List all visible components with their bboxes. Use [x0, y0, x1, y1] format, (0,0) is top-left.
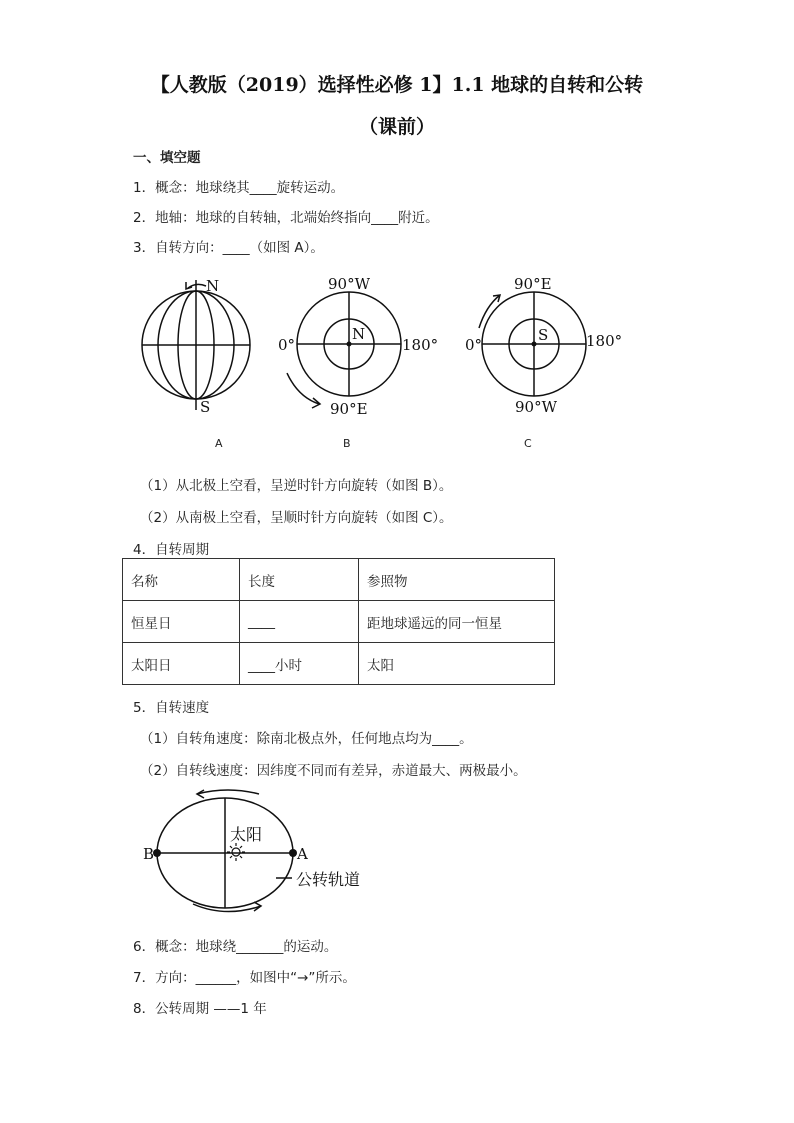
north-pole-dot — [347, 342, 352, 347]
b-center-label: N — [352, 325, 366, 343]
b-bottom-label: 90°E — [330, 400, 368, 418]
table-header-cell: 长度 — [240, 559, 359, 601]
document-subtitle: （课前） — [358, 116, 435, 138]
caption-b: B — [343, 437, 351, 450]
table-header-cell: 参照物 — [359, 559, 555, 601]
c-center-label: S — [538, 326, 549, 344]
table-cell: 距地球遥远的同一恒星 — [359, 601, 555, 643]
clockwise-arrow-c-icon — [479, 295, 500, 328]
question-1: 1．概念：地球绕其____旋转运动。 — [133, 180, 345, 196]
b-left-label: 0° — [278, 336, 296, 354]
point-a-dot — [289, 849, 297, 857]
globe-north-label: N — [206, 277, 220, 295]
table-cell: ____ — [240, 601, 359, 643]
question-3-part-1: （1）从北极上空看，呈逆时针方向旋转（如图 B）。 — [140, 478, 453, 494]
question-8: 8．公转周期 ——1 年 — [133, 1001, 267, 1017]
question-6: 6．概念：地球绕_______的运动。 — [133, 939, 338, 955]
globe-south-label: S — [200, 398, 211, 416]
question-5-part-1: （1）自转角速度：除南北极点外，任何地点均为____。 — [140, 731, 473, 747]
b-top-label: 90°W — [328, 275, 371, 293]
caption-c: C — [524, 437, 532, 450]
b-right-label: 180° — [402, 336, 439, 354]
sun-icon — [227, 843, 245, 861]
orbit-figure — [157, 790, 293, 912]
sun-label: 太阳 — [230, 825, 263, 844]
orbit-point-b-label: B — [143, 845, 155, 863]
table-row — [123, 601, 555, 643]
table-row — [123, 643, 555, 685]
figure-b-north-view — [287, 292, 401, 408]
point-b-dot — [153, 849, 161, 857]
table-header-row — [123, 559, 555, 601]
question-3: 3．自转方向：____（如图 A）。 — [133, 240, 324, 256]
rotation-period-table — [122, 558, 555, 685]
c-right-label: 180° — [586, 332, 623, 350]
table-cell: 恒星日 — [123, 601, 240, 643]
c-top-label: 90°E — [514, 275, 552, 293]
table-header-cell: 名称 — [123, 559, 240, 601]
table-cell: 太阳日 — [123, 643, 240, 685]
orbit-point-a-label: A — [297, 845, 308, 863]
c-left-label: 0° — [465, 336, 483, 354]
question-5: 5．自转速度 — [133, 700, 210, 716]
section-heading: 一、填空题 — [133, 150, 201, 166]
orbit-label: 公转轨道 — [296, 870, 361, 889]
c-bottom-label: 90°W — [515, 398, 558, 416]
question-7: 7．方向：______，如图中“→”所示。 — [133, 970, 356, 986]
document-title: 【人教版（2019）选择性必修 1】1.1 地球的自转和公转 — [150, 74, 644, 96]
orbit-arrow-top-icon — [197, 790, 259, 794]
question-2: 2．地轴：地球的自转轴，北端始终指向____附近。 — [133, 210, 439, 226]
question-3-part-2: （2）从南极上空看，呈顺时针方向旋转（如图 C）。 — [140, 510, 453, 526]
south-pole-dot — [532, 342, 537, 347]
table-cell: 太阳 — [359, 643, 555, 685]
table-cell: ____小时 — [240, 643, 359, 685]
question-5-part-2: （2）自转线速度：因纬度不同而有差异，赤道最大、两极最小。 — [140, 763, 527, 779]
figure-a-globe — [142, 280, 250, 410]
question-4: 4．自转周期 — [133, 542, 210, 558]
caption-a: A — [215, 437, 223, 450]
